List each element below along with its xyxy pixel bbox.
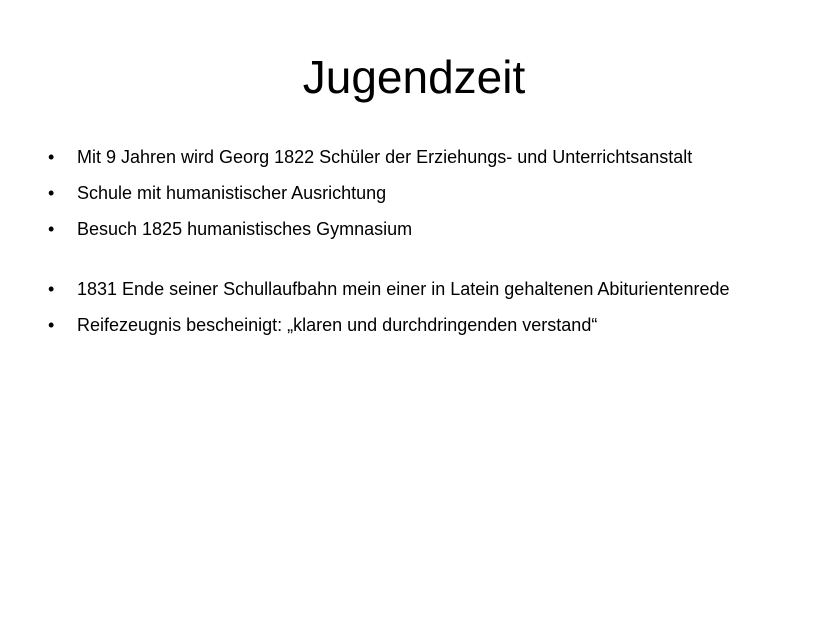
bullet-text: Besuch 1825 humanistisches Gymnasium bbox=[77, 219, 413, 239]
bullet-dot-icon: • bbox=[48, 315, 55, 335]
bullet-dot-icon: • bbox=[48, 219, 55, 239]
bullet-list bbox=[48, 145, 808, 349]
bullet-text: Mit 9 Jahren wird Georg 1822 Schüler der Erziehungs- und Unterrichtsanstalt bbox=[77, 147, 693, 167]
bullet-dot-icon: • bbox=[48, 183, 55, 203]
bullet-item bbox=[48, 217, 808, 241]
bullet-item bbox=[48, 277, 808, 301]
bullet-text: Schule mit humanistischer Ausrichtung bbox=[77, 183, 387, 203]
bullet-item bbox=[48, 181, 808, 205]
bullet-dot-icon: • bbox=[48, 147, 55, 167]
bullet-dot-icon: • bbox=[48, 279, 55, 299]
slide-title: Jugendzeit bbox=[302, 51, 526, 103]
bullet-item bbox=[48, 313, 808, 337]
bullet-text: 1831 Ende seiner Schullaufbahn mein einer in Latein gehaltenen Abiturientenrede bbox=[77, 279, 730, 299]
bullet-item bbox=[48, 145, 808, 169]
bullet-text: Reifezeugnis bescheinigt: „klaren und durchdringenden verstand“ bbox=[77, 315, 598, 335]
